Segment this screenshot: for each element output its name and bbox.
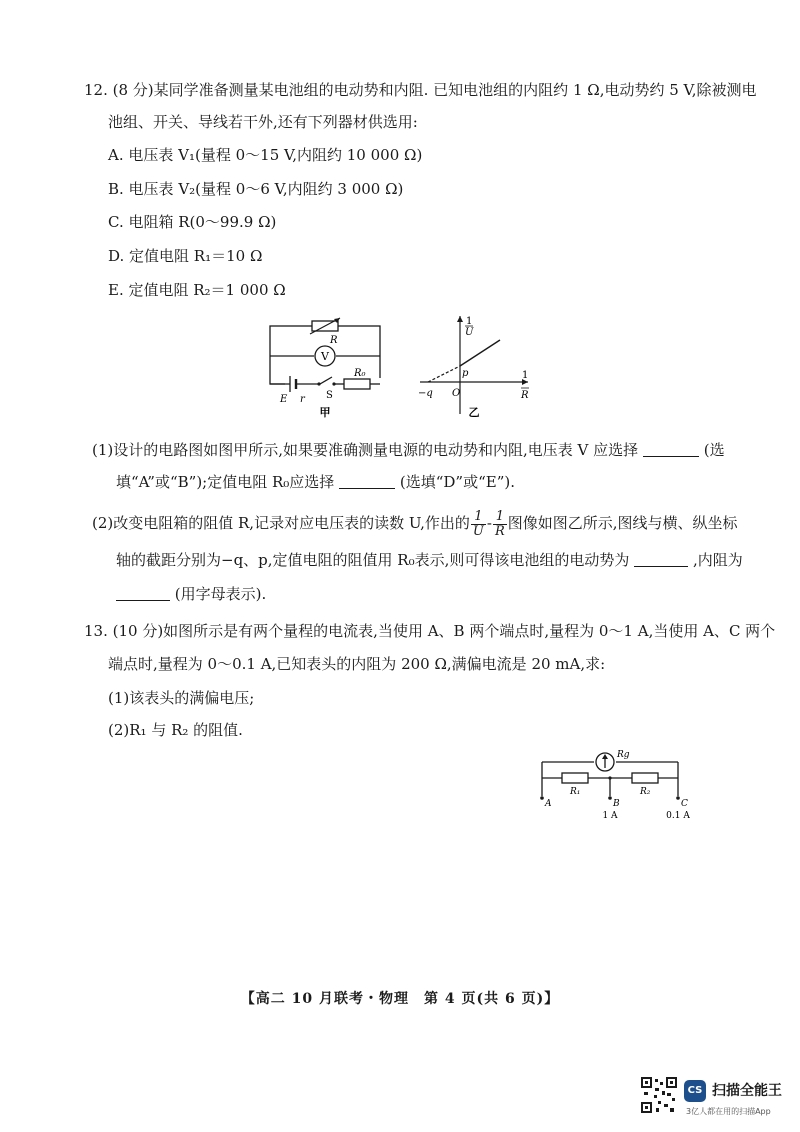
answer-blank-internal-resistance[interactable] [116, 585, 170, 601]
ammeter-circuit-diagram [532, 748, 702, 824]
y-axis-den: U [465, 327, 474, 338]
intercept-p: p [462, 368, 469, 379]
graph-yi [410, 310, 540, 422]
camscanner-name: 扫描全能王 [712, 1083, 782, 1099]
answer-blank-r0[interactable] [339, 473, 395, 489]
resistor-r2 [632, 773, 658, 783]
q12-option-d: D. 定值电阻 R₁＝10 Ω [108, 247, 263, 265]
label-s: S [326, 390, 333, 401]
q12-part1-line2 [116, 472, 515, 492]
q12-part2-text-b: 图像如图乙所示,图线与横、纵坐标 [507, 514, 738, 532]
q12-part2-text-d: ,内阻为 [692, 551, 743, 569]
q12-part2-line1: (2)改变电阻箱的阻值 R,记录对应电压表的读数 U,作出的 $\frac{1}{U}$ - $\frac{1}{R}$ 图像如图乙所示,图线与横、纵坐标 [92, 508, 738, 539]
camscanner-tagline: 3亿人都在用的扫描App [686, 1107, 771, 1116]
answer-blank-voltmeter[interactable] [643, 441, 699, 457]
q12-part1-text-a: (1)设计的电路图如图甲所示,如果要准确测量电源的电动势和内阻,电压表 V 应选择 [92, 441, 639, 459]
q12-option-c: C. 电阻箱 R(0～99.9 Ω) [108, 213, 277, 231]
label-b-range: 1 A [602, 811, 618, 821]
q12-part2-line3 [116, 584, 266, 604]
q12-part2-text-e: (用字母表示). [174, 585, 267, 603]
terminal-b [608, 796, 612, 800]
q13-stem-line2: 端点时,量程为 0～0.1 A,已知表头的内阻为 200 Ω,满偏电流是 20 mA,求: [108, 655, 606, 673]
label-c: C [681, 799, 688, 809]
label-r-internal: r [300, 394, 305, 405]
terminal-a [540, 796, 544, 800]
q12-stem-line2: 池组、开关、导线若干外,还有下列器材供选用: [108, 113, 418, 131]
q12-option-b: B. 电压表 V₂(量程 0～6 V,内阻约 3 000 Ω) [108, 180, 404, 198]
q13-part2: (2)R₁ 与 R₂ 的阻值. [108, 721, 243, 739]
q12-option-e: E. 定值电阻 R₂＝1 000 Ω [108, 281, 286, 299]
fraction-1-over-u: $\frac{1}{U}$ [472, 508, 484, 539]
qr-code-icon [640, 1076, 678, 1114]
q12-part2-line2 [116, 550, 743, 570]
x-axis-num: 1 [522, 370, 529, 381]
label-a: A [545, 799, 552, 809]
label-r1: R₁ [570, 787, 581, 797]
label-e: E [280, 394, 288, 405]
label-rg: Rg [617, 750, 630, 760]
terminal-c [676, 796, 680, 800]
x-axis-den: R [521, 390, 529, 401]
q13-part1: (1)该表头的满偏电压; [108, 689, 255, 707]
camscanner-logo-icon: CS [684, 1080, 706, 1102]
q12-stem-line1: 12. (8 分)某同学准备测量某电池组的电动势和内阻. 已知电池组的内阻约 1 Ω,电动势约 5 V,除被测电 [84, 81, 757, 99]
caption-jia: 甲 [319, 406, 331, 419]
q12-option-a: A. 电压表 V₁(量程 0～15 V,内阻约 10 000 Ω) [108, 146, 423, 164]
resistor-r0 [344, 379, 370, 389]
page-footer: 【高二 10 月联考・物理 第 4 页(共 6 页)】 [240, 991, 560, 1007]
answer-blank-emf[interactable] [634, 551, 688, 567]
origin-label: O [452, 388, 461, 399]
resistor-r1 [562, 773, 588, 783]
label-c-range: 0.1 A [666, 811, 690, 821]
caption-yi: 乙 [468, 406, 480, 419]
intercept-neg-q: −q [418, 388, 433, 399]
y-axis-num: 1 [466, 316, 473, 327]
label-r: R [330, 335, 338, 346]
q12-part2-text-c: 轴的截距分别为−q、p,定值电阻的阻值用 R₀表示,则可得该电池组的电动势为 [116, 551, 630, 569]
q13-stem-line1: 13. (10 分)如图所示是有两个量程的电流表,当使用 A、B 两个端点时,量程为 0～1 A,当使用 A、C 两个 [84, 622, 776, 640]
q12-part2-text-a: (2)改变电阻箱的阻值 R,记录对应电压表的读数 U,作出的 [92, 514, 470, 532]
label-b: B [613, 799, 620, 809]
voltmeter-label: V [321, 350, 329, 363]
label-r0: R₀ [354, 368, 366, 379]
q12-part1-line1 [92, 440, 725, 460]
q12-part1-text-c: 填“A”或“B”);定值电阻 R₀应选择 [116, 473, 335, 491]
q12-part1-text-b: (选 [703, 441, 725, 459]
circuit-diagram-jia [260, 316, 390, 420]
fraction-1-over-r: $\frac{1}{R}$ [494, 508, 505, 539]
label-r2: R₂ [640, 787, 651, 797]
q12-part1-text-d: (选填“D”或“E”). [399, 473, 515, 491]
